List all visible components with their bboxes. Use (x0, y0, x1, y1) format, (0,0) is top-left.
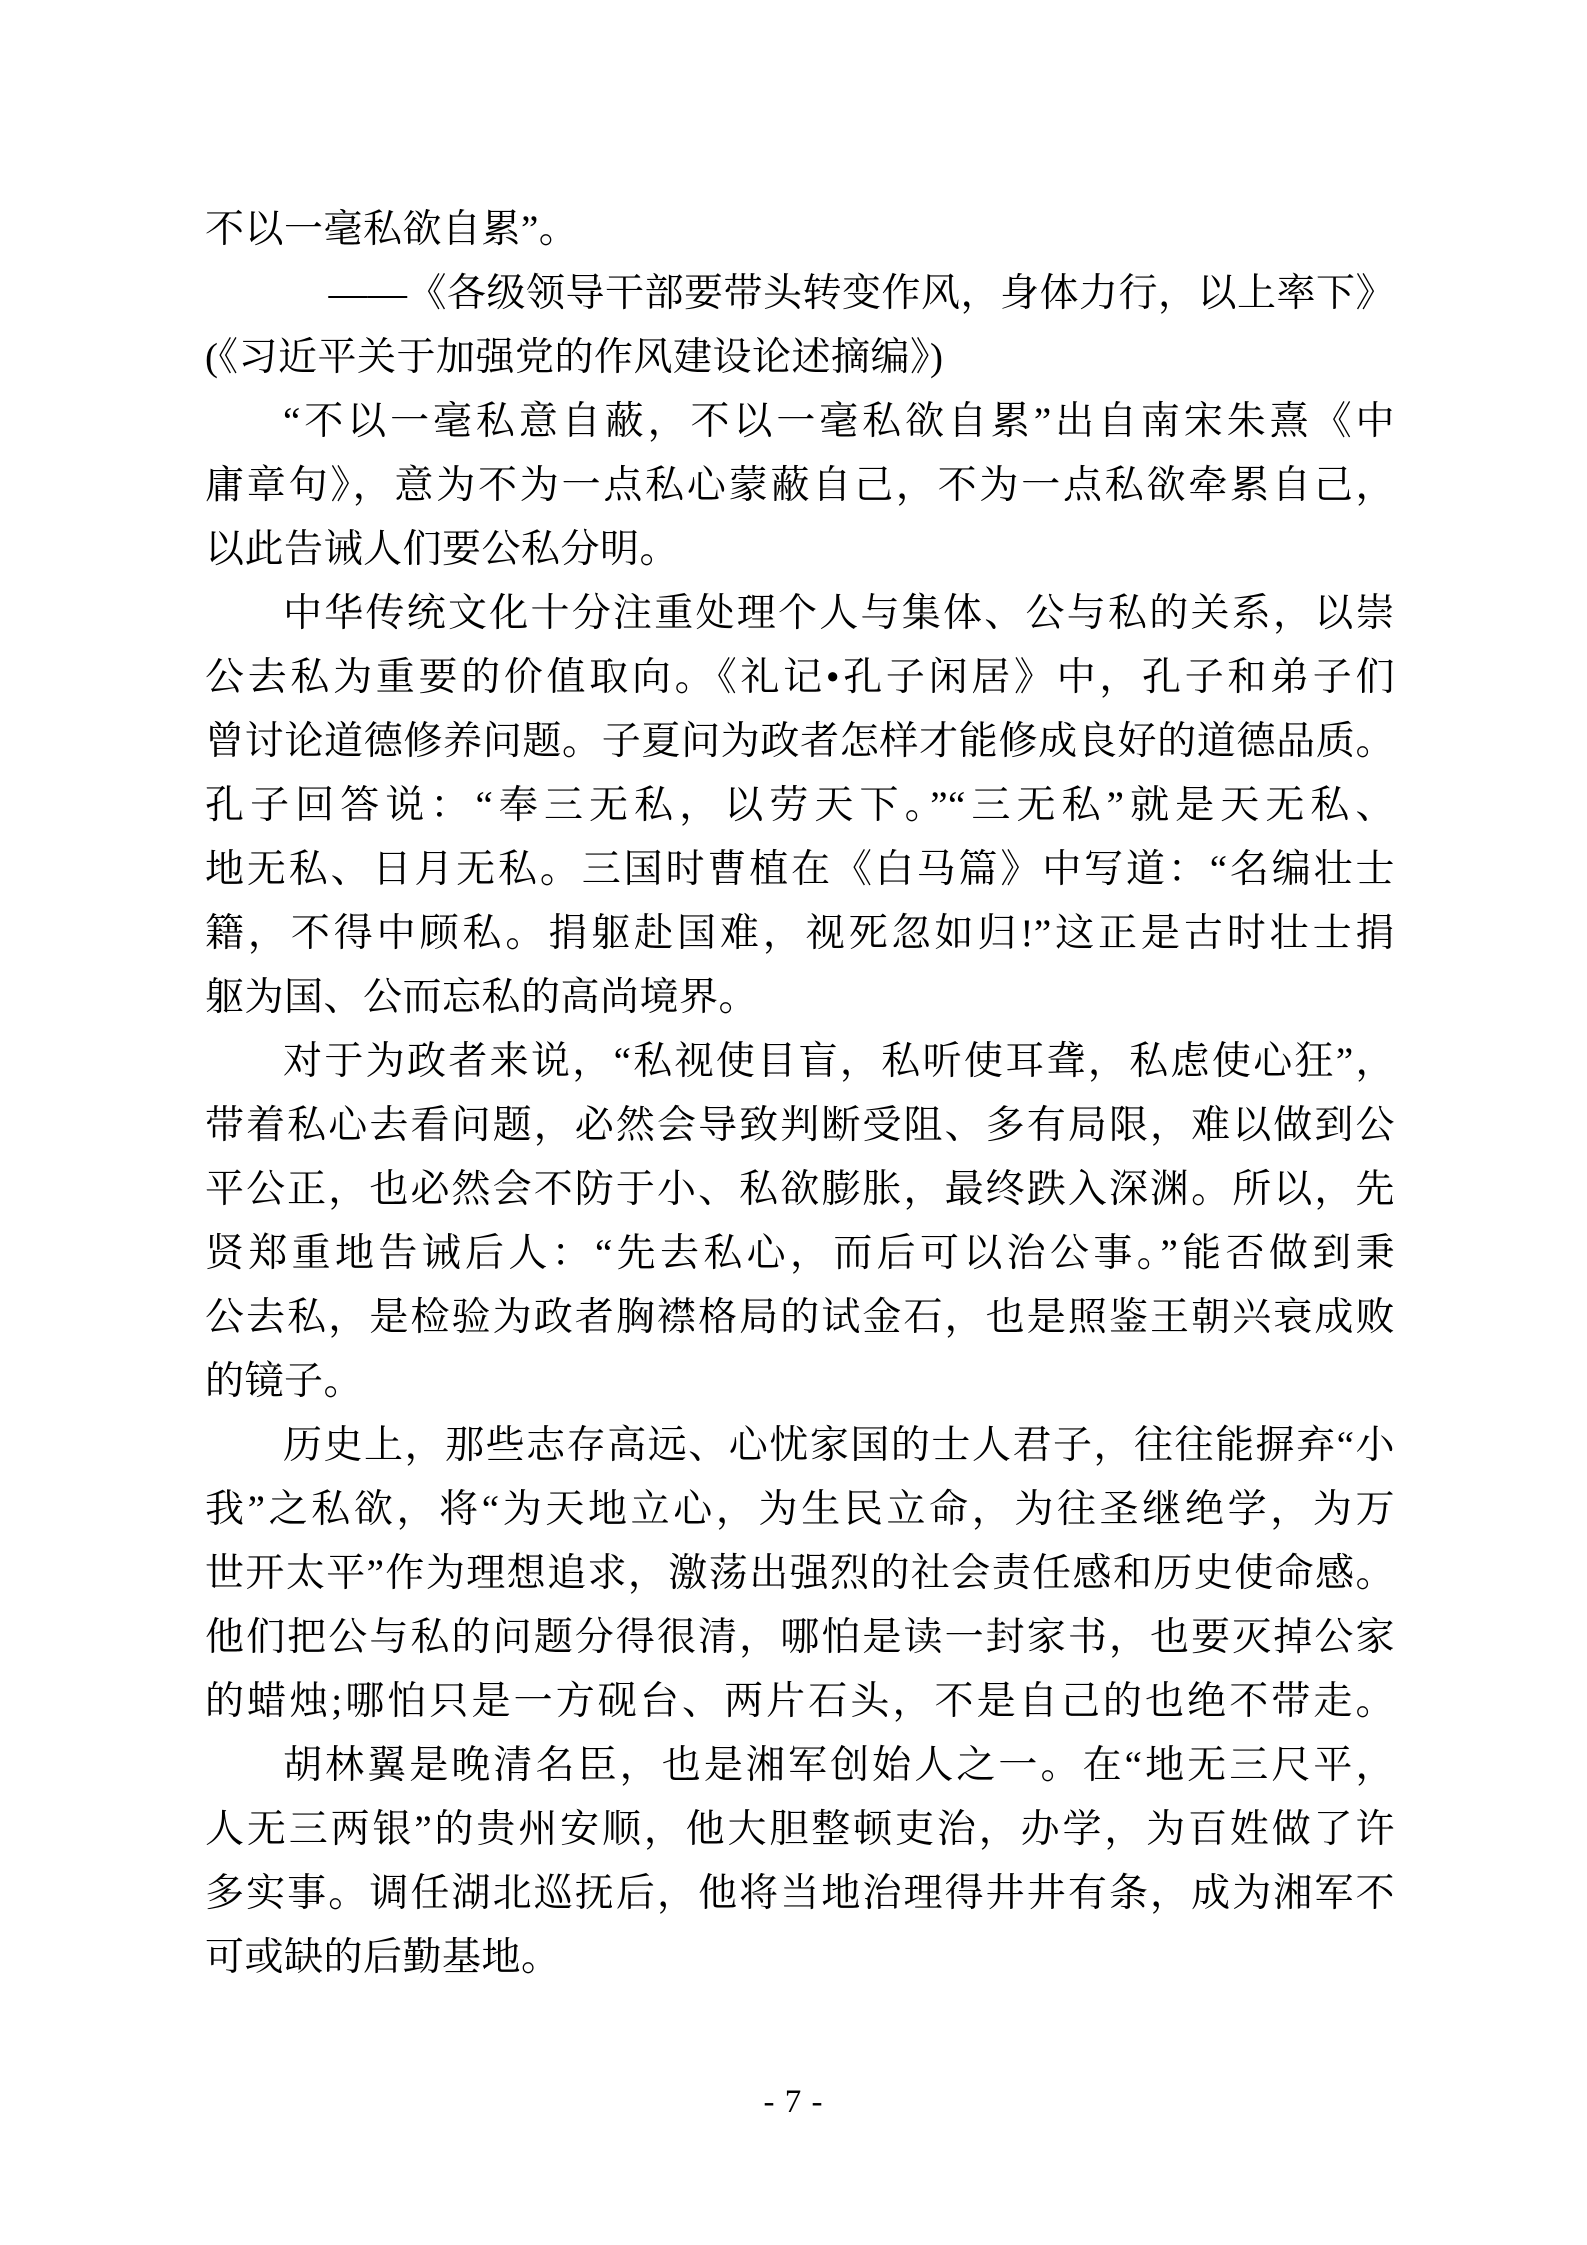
text-line: 可或缺的后勤基地。 (205, 1936, 561, 1979)
page-number-footer: - 7 - (763, 2084, 824, 2120)
text-line: 公去私为重要的价值取向。《礼记•孔子闲居》中，孔子和弟子们 (205, 656, 1395, 699)
text-line: ——《各级领导干部要带头转变作风，身体力行，以上率下》 (328, 272, 1395, 315)
text-line: 贤郑重地告诫后人：“先去私心，而后可以治公事。”能否做到秉 (205, 1232, 1395, 1275)
text-line: 庸章句》，意为不为一点私心蒙蔽自己，不为一点私欲牵累自己， (205, 464, 1395, 507)
text-line: 平公正，也必然会不防于小、私欲膨胀，最终跌入深渊。所以，先 (205, 1168, 1395, 1211)
text-line: 的蜡烛;哪怕只是一方砚台、两片石头，不是自己的也绝不带走。 (205, 1680, 1395, 1723)
text-line: 不以一毫私欲自累”。 (205, 208, 579, 251)
text-line: 带着私心去看问题，必然会导致判断受阻、多有局限，难以做到公 (205, 1104, 1395, 1147)
text-line: 地无私、日月无私。三国时曹植在《白马篇》中写道：“名编壮士 (205, 848, 1395, 891)
text-line: 他们把公与私的问题分得很清，哪怕是读一封家书，也要灭掉公家 (205, 1616, 1395, 1659)
text-line: “不以一毫私意自蔽，不以一毫私欲自累”出自南宋朱熹《中 (283, 400, 1395, 443)
text-line: 籍，不得中顾私。捐躯赴国难，视死忽如归!”这正是古时壮士捐 (205, 912, 1395, 955)
text-line: 我”之私欲，将“为天地立心，为生民立命，为往圣继绝学，为万 (205, 1488, 1395, 1531)
text-line: 历史上，那些志存高远、心忧家国的士人君子，往往能摒弃“小 (283, 1424, 1395, 1467)
text-line: 胡林翼是晚清名臣，也是湘军创始人之一。在“地无三尺平， (283, 1744, 1395, 1787)
text-line: 中华传统文化十分注重处理个人与集体、公与私的关系，以崇 (283, 592, 1395, 635)
text-line: 多实事。调任湖北巡抚后，他将当地治理得井井有条，成为湘军不 (205, 1872, 1395, 1915)
text-line: 人无三两银”的贵州安顺，他大胆整顿吏治，办学，为百姓做了许 (205, 1808, 1395, 1851)
text-line: 对于为政者来说，“私视使目盲，私听使耳聋，私虑使心狂”， (283, 1040, 1395, 1083)
text-line: 世开太平”作为理想追求，激荡出强烈的社会责任感和历史使命感。 (205, 1552, 1395, 1595)
text-line: 以此告诫人们要公私分明。 (205, 528, 680, 571)
text-line: 孔子回答说：“奉三无私，以劳天下。”“三无私”就是天无私、 (205, 784, 1395, 827)
text-line: 公去私，是检验为政者胸襟格局的试金石，也是照鉴王朝兴衰成败 (205, 1296, 1395, 1339)
text-line: (《习近平关于加强党的作风建设论述摘编》) (205, 336, 944, 379)
text-line: 躯为国、公而忘私的高尚境界。 (205, 976, 759, 1019)
text-line: 曾讨论道德修养问题。子夏问为政者怎样才能修成良好的道德品质。 (205, 720, 1395, 763)
document-body (205, 198, 1395, 1990)
text-line: 的镜子。 (205, 1360, 364, 1403)
